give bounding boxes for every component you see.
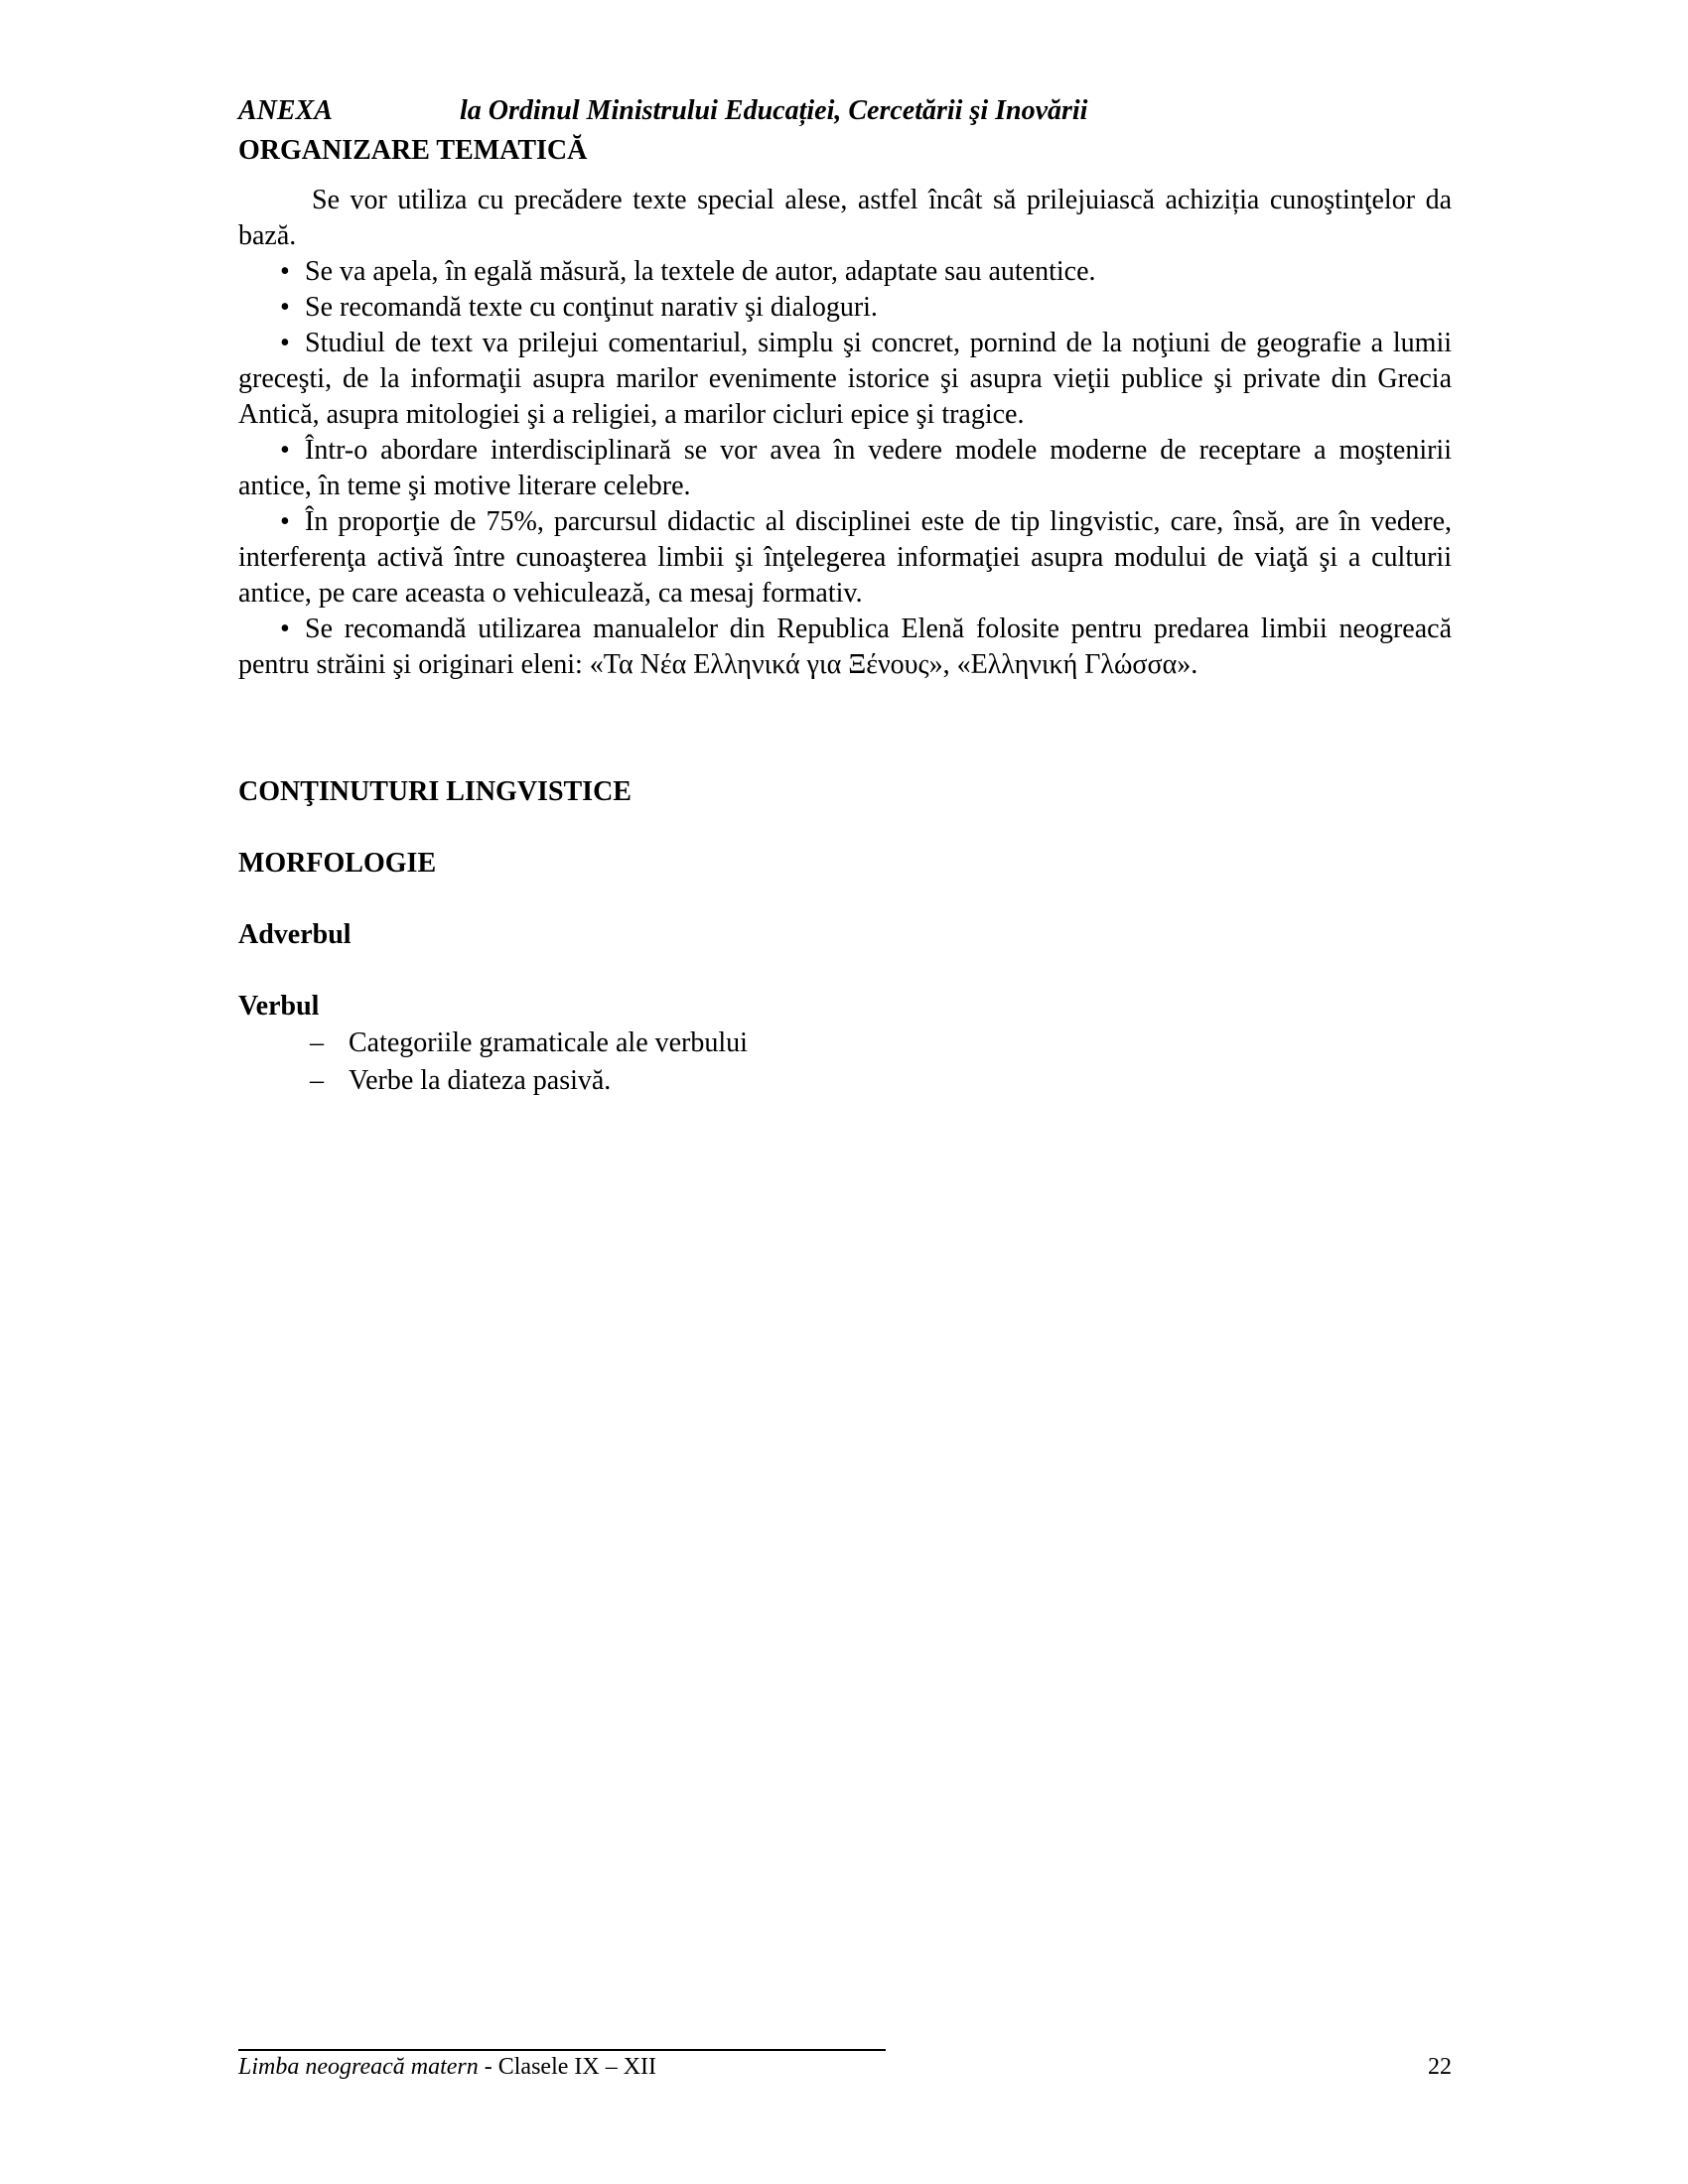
document-footer	[238, 2052, 1452, 2082]
bullet-icon: •	[280, 614, 290, 644]
list-item	[238, 290, 1452, 326]
page-number: 22	[1428, 2054, 1452, 2080]
list-item	[238, 326, 1452, 433]
spacer	[238, 810, 1452, 846]
document-page	[238, 89, 1452, 1100]
bullet-icon: •	[280, 292, 290, 323]
verbul-dash-list	[238, 1024, 1452, 1100]
dash-icon: –	[310, 1027, 324, 1058]
bullet-icon: •	[280, 506, 290, 537]
list-item	[238, 504, 1452, 612]
list-item-text: Verbe la diateza pasivă.	[349, 1065, 612, 1096]
list-item-text: Studiul de text va prilejui comentariul, simplu şi concret, pornind de la noţiuni de geografie a lumii greceşti, de la informaţii asupra marilor evenimente istorice şi asupra vieţii publice şi private din Grecia Antică, asupra mitologiei şi a religiei, a marilor cicluri epice şi tragice.	[238, 328, 1452, 430]
section-title-organizare: ORGANIZARE TEMATICĂ	[238, 135, 588, 166]
list-item-text: Într-o abordare interdisciplinară se vor avea în vedere modele moderne de receptare a moştenirii antice, în teme şi motive literare celebre.	[238, 435, 1452, 501]
list-item	[238, 433, 1452, 504]
intro-paragraph: Se vor utiliza cu precădere texte special alese, astfel încât să prilejuiască achiziția cunoştinţelor da bază.	[238, 185, 1452, 251]
bullet-icon: •	[280, 256, 290, 287]
order-title: la Ordinul Ministrului Educației, Cercetării şi Inovării	[460, 95, 1088, 126]
list-item	[238, 612, 1452, 683]
footer-classes: - Clasele IX – XII	[478, 2054, 657, 2080]
spacer	[238, 882, 1452, 917]
section-title-continuturi: CONŢINUTURI LINGVISTICE	[238, 776, 632, 807]
dash-icon: –	[310, 1065, 324, 1096]
list-item-text: Se recomandă texte cu conţinut narativ şi dialoguri.	[305, 292, 878, 323]
list-item	[310, 1024, 1452, 1062]
footer-subject: Limba neogreacă matern	[238, 2054, 479, 2080]
footer-divider	[238, 2049, 886, 2051]
organizare-bullet-list	[238, 254, 1452, 683]
subsection-title-adverbul: Adverbul	[238, 919, 352, 950]
subsection-title-morfologie: MORFOLOGIE	[238, 848, 437, 879]
spacer	[238, 953, 1452, 989]
spacer	[238, 683, 1452, 774]
annex-label: ANEXA	[238, 95, 333, 126]
subsection-title-verbul: Verbul	[238, 991, 320, 1022]
list-item	[310, 1062, 1452, 1100]
document-header	[238, 89, 1452, 133]
list-item	[238, 254, 1452, 290]
list-item-text: În proporţie de 75%, parcursul didactic al disciplinei este de tip lingvistic, care, însă, are în vedere, interferenţa activă între cunoaşterea limbii şi înţelegerea informaţiei asupra modului de viaţă şi a culturii antice, pe care aceasta o vehiculează, ca mesaj formativ.	[238, 506, 1452, 609]
list-item-text: Se recomandă utilizarea manualelor din Republica Elenă folosite pentru predarea limbii neogreacă pentru străini şi originari eleni: «Τα Νέα Ελληνικά για Ξένους», «Ελληνική Γλώσσα».	[238, 614, 1452, 680]
list-item-text: Categoriile gramaticale ale verbului	[349, 1027, 748, 1058]
list-item-text: Se va apela, în egală măsură, la textele de autor, adaptate sau autentice.	[305, 256, 1096, 287]
bullet-icon: •	[280, 328, 290, 358]
bullet-icon: •	[280, 435, 290, 466]
